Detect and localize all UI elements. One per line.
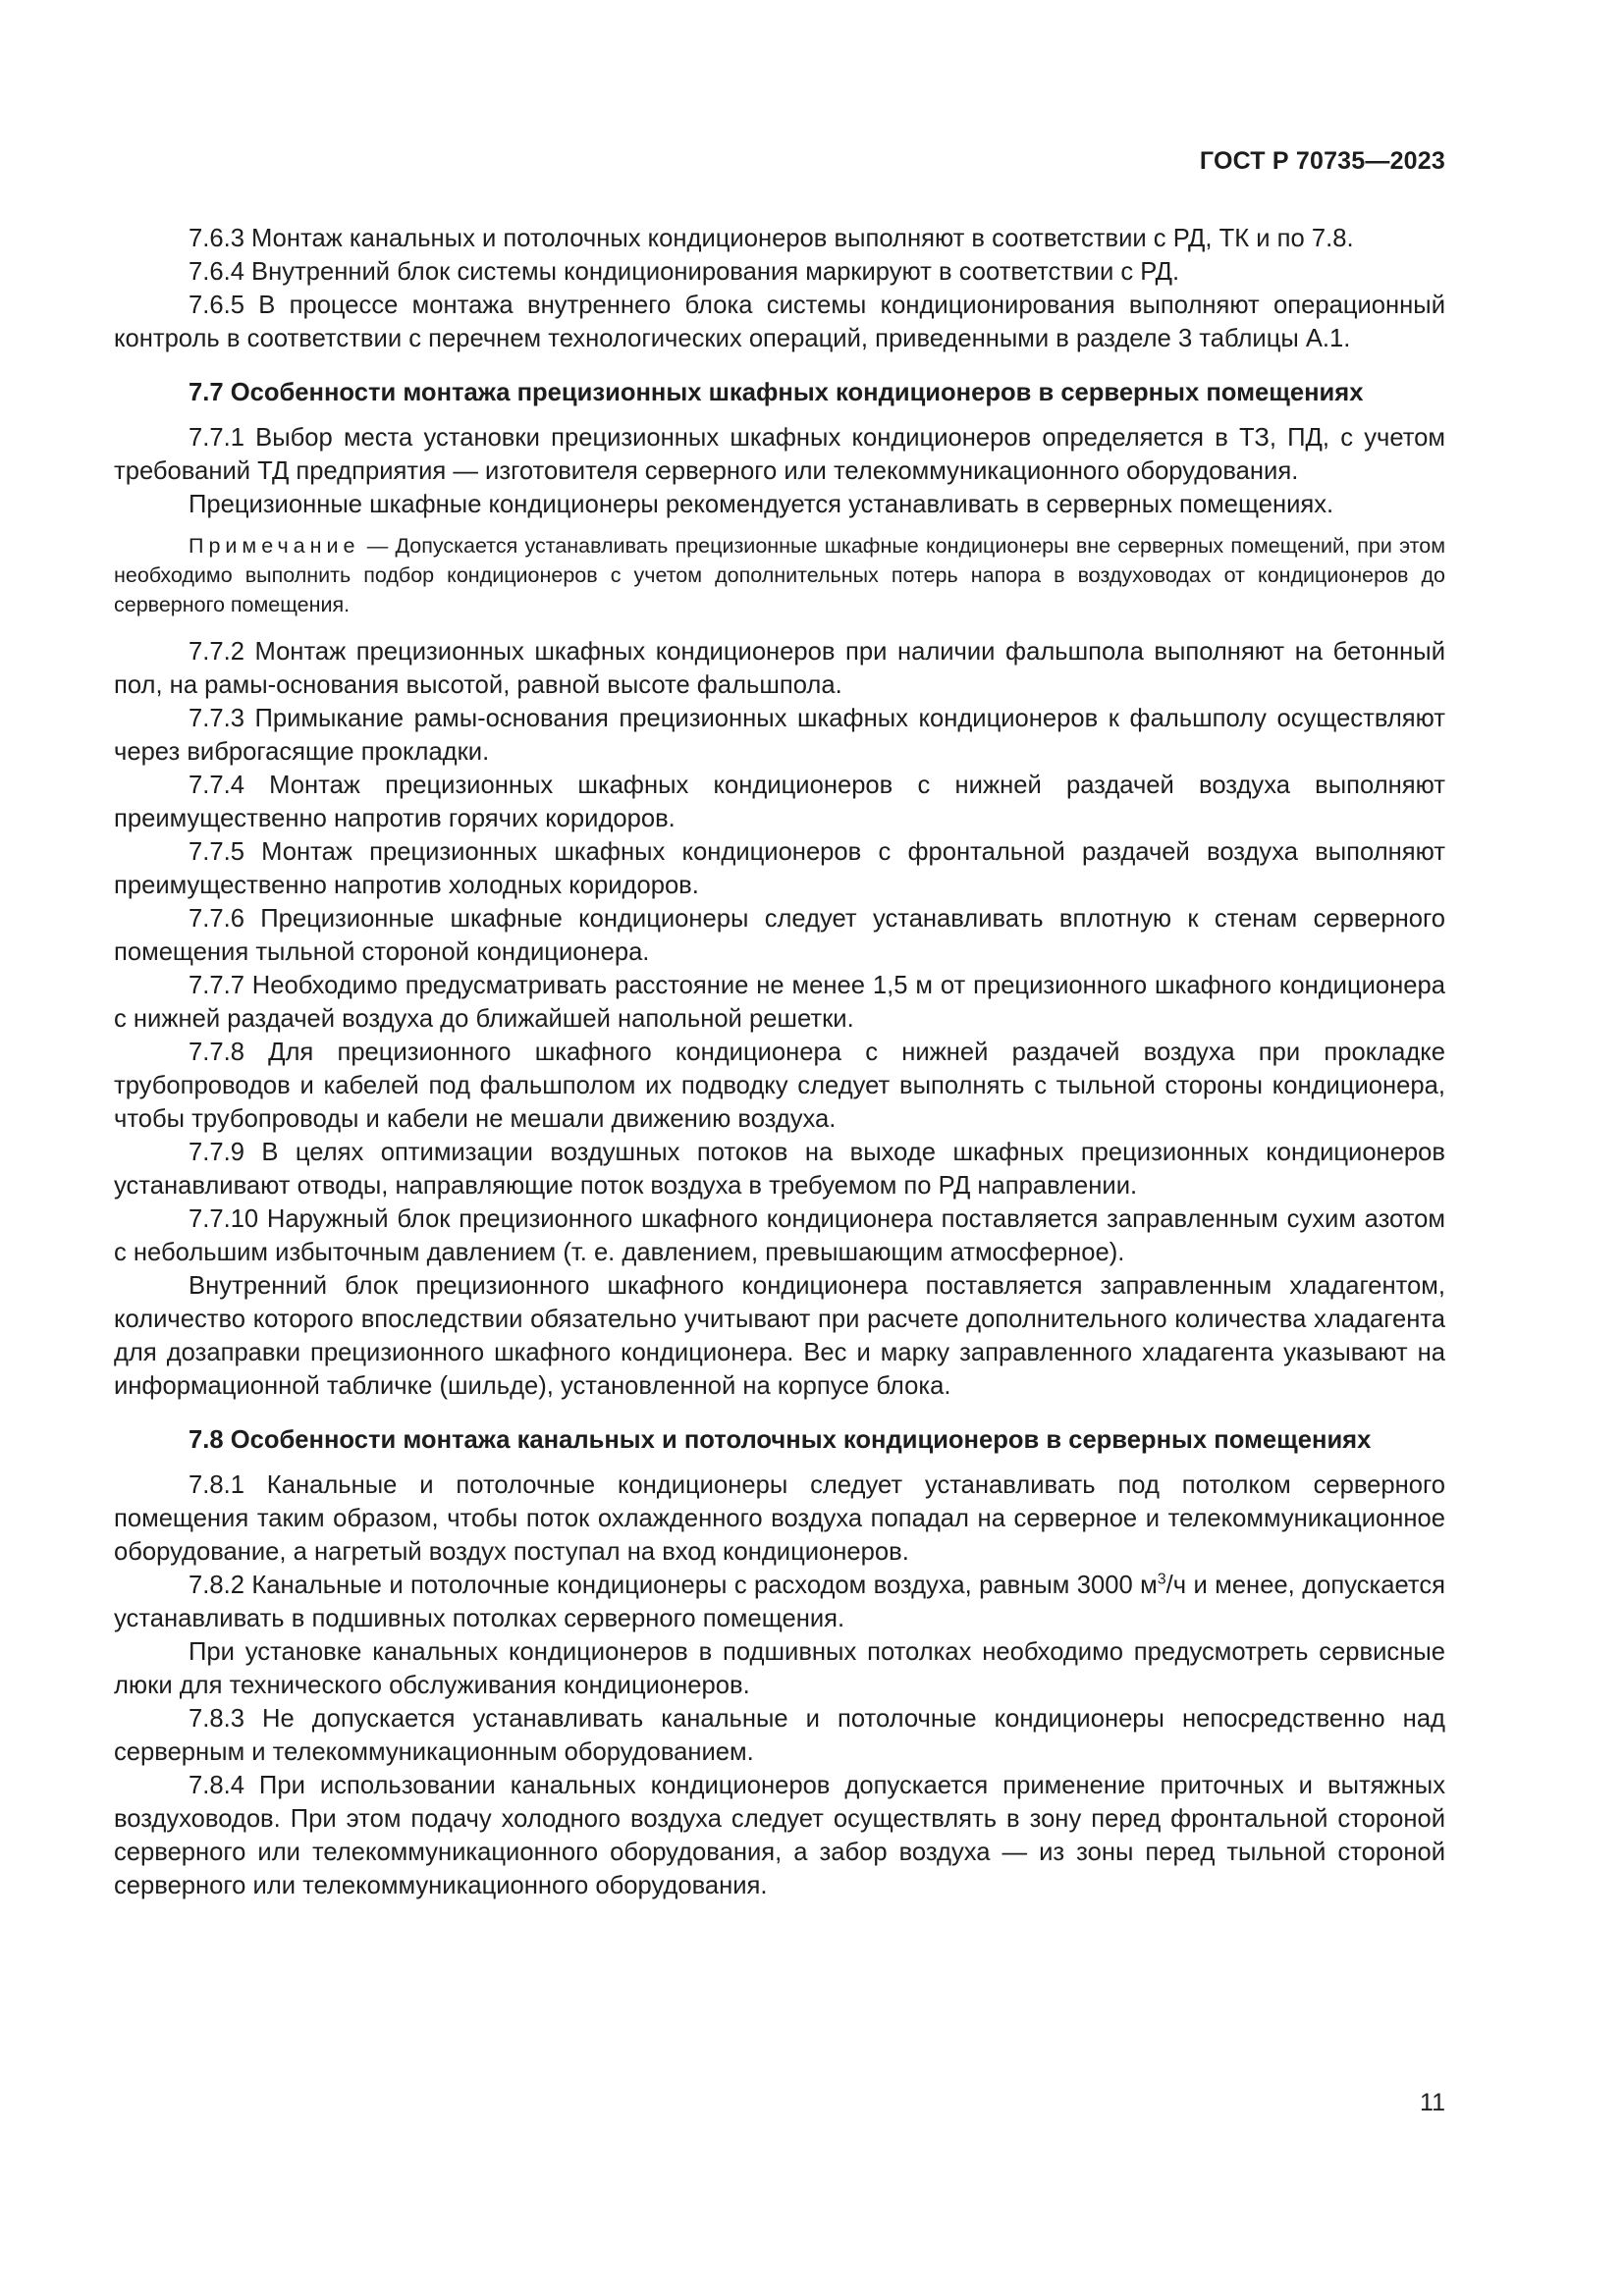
paragraph-7-7-4: 7.7.4 Монтаж прецизионных шкафных кондиционеров с нижней раздачей воздуха выполняют преимущественно напротив горячих коридоров. (114, 772, 1445, 832)
page-body (114, 222, 1445, 1902)
paragraph-7-7-10-cont: Внутренний блок прецизионного шкафного кондиционера поставляется заправленным хладагентом, количество которого впоследствии обязательно учитывают при расчете дополнительного количества хладагента для дозаправки прецизионного шкафного кондиционера. Вес и марку заправленного хладагента указывают на информационной табличке (шильде), установленной на корпусе блока. (114, 1272, 1445, 1400)
superscript-3: 3 (1157, 1571, 1166, 1588)
paragraph-7-7-8: 7.7.8 Для прецизионного шкафного кондиционера с нижней раздачей воздуха при прокладке трубопроводов и кабелей под фальшполом их подводку следует выполнять с тыльной стороны кондиционера, чтобы трубопроводы и кабели не мешали движению воздуха. (114, 1039, 1445, 1133)
paragraph-7-7-1: 7.7.1 Выбор места установки прецизионных шкафных кондиционеров определяется в ТЗ, ПД, с учетом требований ТД предприятия — изготовителя серверного или телекоммуникационного оборудования. (114, 424, 1445, 485)
paragraph-7-7-10: 7.7.10 Наружный блок прецизионного шкафного кондиционера поставляется заправленным сухим азотом с небольшим избыточным давлением (т. е. давлением, превышающим атмосферное). (114, 1205, 1445, 1266)
page-number: 11 (1420, 2089, 1445, 2116)
paragraph-7-7-3: 7.7.3 Примыкание рамы-основания прецизионных шкафных кондиционеров к фальшполу осуществляют через виброгасящие прокладки. (114, 705, 1445, 766)
section-heading-7-8: 7.8 Особенности монтажа канальных и потолочных кондиционеров в серверных помещениях (189, 1426, 1372, 1454)
paragraph-7-6-4: 7.6.4 Внутренний блок системы кондиционирования маркируют в соответствии с РД. (189, 258, 1180, 286)
paragraph-7-8-1: 7.8.1 Канальные и потолочные кондиционеры следует устанавливать под потолком серверного помещения таким образом, чтобы поток охлажденного воздуха попадал на серверное и телекоммуникационное оборудование, а нагретый воздух поступал на вход кондиционеров. (114, 1471, 1445, 1566)
paragraph-7-7-6: 7.7.6 Прецизионные шкафные кондиционеры следует устанавливать вплотную к стенам серверного помещения тыльной стороной кондиционера. (114, 905, 1445, 966)
paragraph-7-7-2: 7.7.2 Монтаж прецизионных шкафных кондиционеров при наличии фальшпола выполняют на бетонный пол, на рамы-основания высотой, равной высоте фальшпола. (114, 638, 1445, 699)
note (114, 531, 1445, 619)
paragraph-7-8-3: 7.8.3 Не допускается устанавливать канальные и потолочные кондиционеры непосредственно над серверным и телекоммуникационным оборудованием. (114, 1705, 1445, 1766)
paragraph-7-8-2-start: 7.8.2 Канальные и потолочные кондиционеры с расходом воздуха, равным 3000 м (189, 1572, 1158, 1599)
paragraph-7-7-9: 7.7.9 В целях оптимизации воздушных потоков на выходе шкафных прецизионных кондиционеров устанавливают отводы, направляющие поток воздуха в требуемом по РД направлении. (114, 1139, 1445, 1200)
document-header: ГОСТ Р 70735—2023 (1199, 147, 1445, 175)
paragraph-7-6-3: 7.6.3 Монтаж канальных и потолочных кондиционеров выполняют в соответствии с РД, ТК и по 7.8. (189, 225, 1354, 252)
paragraph-7-7-5: 7.7.5 Монтаж прецизионных шкафных кондиционеров с фронтальной раздачей воздуха выполняют преимущественно напротив холодных коридоров. (114, 838, 1445, 899)
paragraph-7-8-2 (114, 1569, 1445, 1635)
paragraph-7-7-1-cont: Прецизионные шкафные кондиционеры рекомендуется устанавливать в серверных помещениях. (189, 491, 1334, 518)
paragraph-7-6-5: 7.6.5 В процессе монтажа внутреннего блока системы кондиционирования выполняют операционный контроль в соответствии с перечнем технологических операций, приведенными в разделе 3 таблицы А.1. (114, 292, 1445, 352)
paragraph-7-8-2-cont: При установке канальных кондиционеров в подшивных потолках необходимо предусмотреть сервисные люки для технического обслуживания кондиционеров. (114, 1638, 1445, 1699)
section-heading-7-7: 7.7 Особенности монтажа прецизионных шкафных кондиционеров в серверных помещениях (189, 379, 1364, 406)
note-label: Примечание (189, 534, 360, 558)
paragraph-7-7-7: 7.7.7 Необходимо предусматривать расстояние не менее 1,5 м от прецизионного шкафного кондиционера с нижней раздачей воздуха до ближайшей напольной решетки. (114, 972, 1445, 1033)
paragraph-7-8-2-end: /ч и менее, допускается устанавливать в подшивных потолках серверного помещения. (114, 1572, 1446, 1632)
note-text: — Допускается устанавливать прецизионные шкафные кондиционеры вне серверных помещений, при этом необходимо выполнить подбор кондиционеров с учетом дополнительных потерь напора в воздуховодах от кондиционеров до серверного помещения. (114, 534, 1445, 616)
paragraph-7-8-4: 7.8.4 При использовании канальных кондиционеров допускается применение приточных и вытяжных воздуховодов. При этом подачу холодного воздуха следует осуществлять в зону перед фронтальной стороной серверного или телекоммуникационного оборудования, а забор воздуха — из зоны перед тыльной стороной серверного или телекоммуникационного оборудования. (114, 1772, 1445, 1899)
